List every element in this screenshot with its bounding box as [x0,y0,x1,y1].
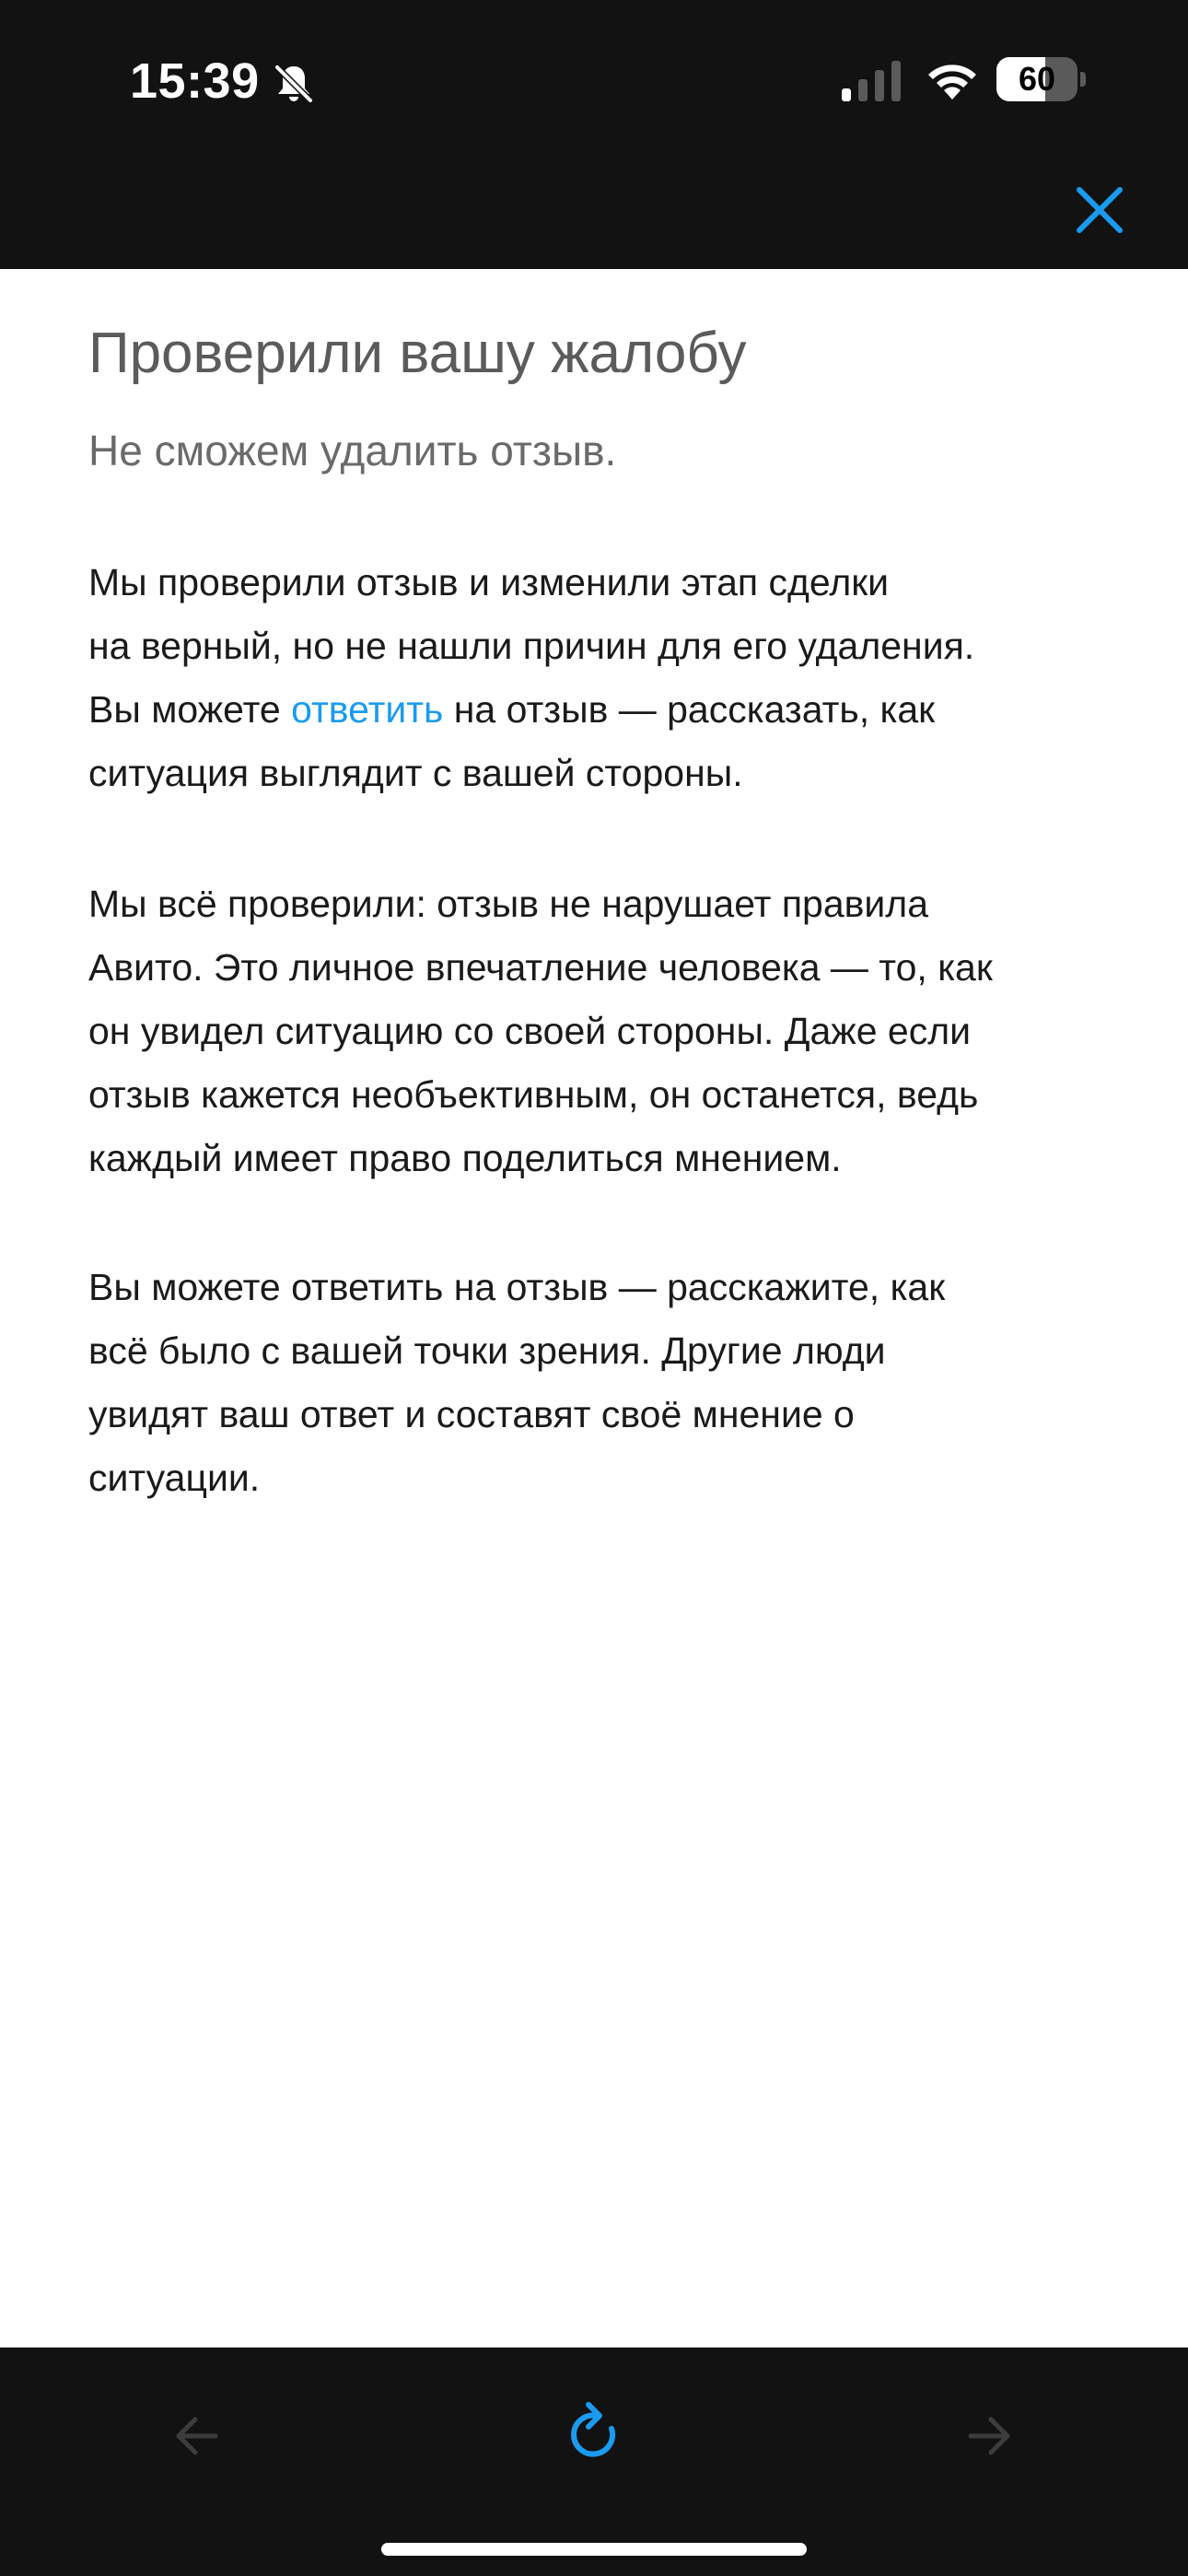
page-subtitle: Не сможем удалить отзыв. [88,427,617,474]
status-time: 15:39 [130,53,260,109]
cellular-signal-icon [840,61,906,103]
reply-link[interactable]: ответить [291,688,444,731]
page-title: Проверили вашу жалобу [88,322,747,385]
paragraph-text: Вы можете [88,688,292,731]
paragraph-line: увидят ваш ответ и составят своё мнение о [88,1393,855,1435]
paragraph-line: Авито. Это личное впечатление человека — то, как [88,946,993,989]
close-button[interactable] [1070,181,1129,240]
paragraph-line: Вы можете ответить на отзыв — расскажите, как [88,1266,946,1308]
paragraph-line: отзыв кажется необъективным, он останется, ведь [88,1073,979,1116]
paragraph-line: на верный, но не нашли причин для его удаления. [88,625,975,667]
paragraph-line: Мы проверили отзыв и изменили этап сделки [88,561,890,603]
paragraph-line: Мы всё проверили: отзыв не нарушает правила [88,883,929,925]
arrow-right-icon [971,2419,1007,2453]
paragraph-3 [88,1256,1120,1510]
paragraph-text: на отзыв — рассказать, как [443,688,936,731]
bell-slash-icon [271,61,317,107]
battery-icon [996,57,1085,101]
home-indicator[interactable] [381,2543,807,2556]
paragraph-1 [88,551,1120,805]
wifi-icon [924,57,981,103]
paragraph-line: он увидел ситуацию со своей стороны. Даже если [88,1010,972,1052]
close-icon [1079,190,1120,230]
paragraph-line-with-link [88,678,1120,742]
forward-button[interactable] [961,2408,1017,2464]
paragraph-2 [88,872,1120,1190]
paragraph-line: каждый имеет право поделиться мнением. [88,1137,842,1179]
top-bar [0,0,1188,269]
arrow-left-icon [179,2419,215,2453]
browser-toolbar [0,2348,1188,2576]
paragraph-line: всё было с вашей точки зрения. Другие люди [88,1329,886,1372]
battery-level: 60 [1018,60,1056,98]
reload-icon [574,2405,612,2454]
reload-button[interactable] [564,2401,624,2467]
paragraph-line: ситуация выглядит с вашей стороны. [88,752,743,794]
paragraph-line: ситуации. [88,1457,261,1499]
back-button[interactable] [169,2408,225,2464]
